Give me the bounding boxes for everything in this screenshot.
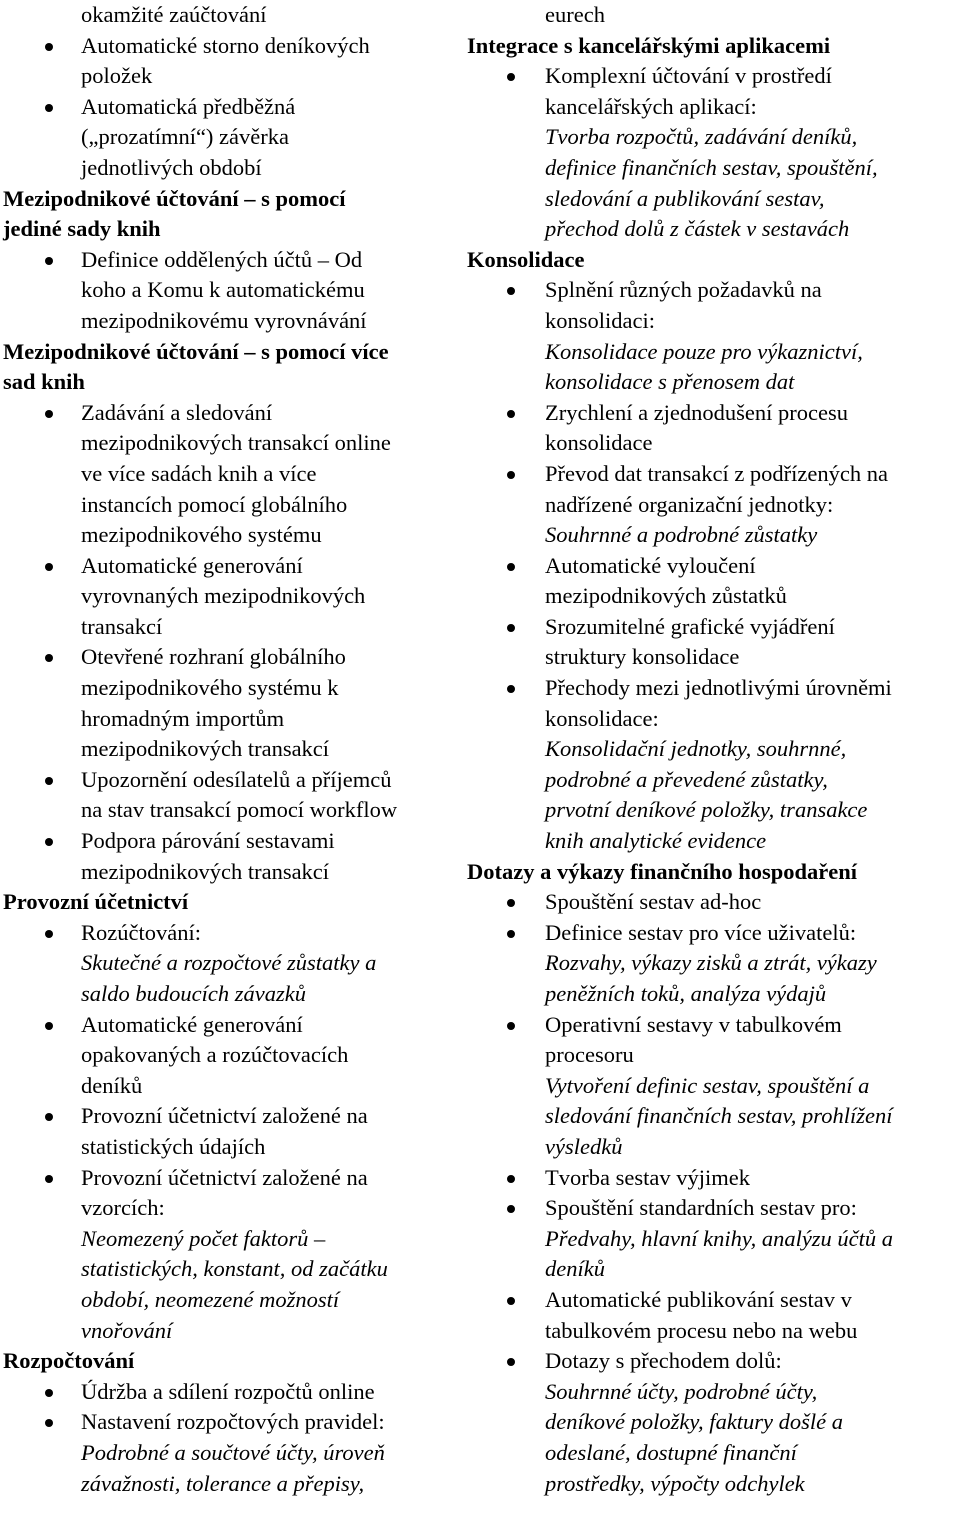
text-line: Podrobné a součtové účty, úroveň [81,1439,385,1465]
text-line: instancích pomocí globálního [81,491,348,517]
text-line: Mezipodnikové účtování – s pomocí více [3,338,389,364]
italic-detail [467,948,960,1009]
text-line: Upozornění odesílatelů a příjemců [81,766,392,792]
bullet-item [467,673,960,734]
section-heading [3,184,462,245]
text-line: Tvorba rozpočtů, zadávání deníků, [545,124,858,150]
section-heading [3,337,462,398]
text-line: Přechody mezi jednotlivými úrovněmi [545,675,892,701]
text-line: peněžních toků, analýza výdajů [545,981,827,1006]
text-line: definice finančních sestav, spouštění, [545,154,878,180]
text-line: vyrovnaných mezipodnikových [81,583,366,609]
text-line: Mezipodnikové účtování – s pomocí [3,185,346,211]
text-line: Konsolidace pouze pro výkaznictví, [545,338,863,364]
text-line: konsolidace [545,430,653,456]
text-line: mezipodnikových transakcí [81,858,330,884]
text-line: mezipodnikového systému k [81,675,339,701]
bullet-item [467,1163,960,1194]
bullet-item [467,612,960,673]
text-line: statistických, konstant, od začátku [81,1256,388,1282]
left-column [0,0,462,1514]
text-line: Operativní sestavy v tabulkovém [545,1011,842,1037]
text-line: Skutečné a rozpočtové zůstatky a [81,950,377,976]
text-line: položek [81,63,153,89]
italic-detail [467,734,960,856]
text-line: výsledků [545,1133,623,1159]
bullet-item [467,1346,960,1377]
text-line: Automatické publikování sestav v [545,1286,852,1312]
text-line: na stav transakcí pomocí workflow [81,797,398,823]
bullet-item [3,1163,462,1224]
text-line: Provozní účetnictví založené na [81,1103,368,1129]
bullet-item [3,551,462,643]
text-line: prostředky, výpočty odchylek [545,1470,805,1496]
text-line: deníků [545,1256,605,1282]
text-line: sad knih [3,369,85,395]
text-line: Neomezený počet faktorů – [81,1225,326,1251]
text-line: Souhrnné a podrobné zůstatky [545,522,818,548]
right-column [462,0,960,1514]
bullet-item [467,61,960,122]
text-line: prvotní deníkové položky, transakce [545,797,868,823]
italic-detail [467,1377,960,1499]
text-line: opakovaných a rozúčtovacích [81,1042,349,1068]
text-line: nadřízené organizační jednotky: [545,491,834,517]
text-line: deníkové položky, faktury došlé a [545,1409,844,1435]
text-line: saldo budoucích závazků [81,981,306,1006]
continued-text [467,0,960,31]
text-line: Zadávání a sledování [81,399,273,425]
text-line: Dotazy s přechodem dolů: [545,1348,782,1374]
text-line: mezipodnikových zůstatků [545,583,787,609]
text-line: Konsolidace [467,246,585,272]
italic-detail [3,1438,462,1499]
text-line: Předvahy, hlavní knihy, analýzu účtů a [545,1225,894,1251]
text-line: vzorcích: [81,1195,165,1221]
text-line: Integrace s kancelářskými aplikacemi [467,32,831,58]
text-line: koho a Komu k automatickému [81,277,365,303]
text-line: závažnosti, tolerance a přepisy, [81,1470,365,1496]
text-line: statistických údajích [81,1133,266,1159]
bullet-item [3,642,462,764]
bullet-item [3,918,462,949]
text-line: konsolidaci: [545,307,655,333]
text-line: mezipodnikovému vyrovnávání [81,307,367,333]
text-line: Definice sestav pro více uživatelů: [545,919,857,945]
bullet-item [467,398,960,459]
text-line: eurech [545,2,605,27]
text-line: Definice oddělených účtů – Od [81,246,363,272]
text-line: Rozpočtování [3,1348,135,1374]
text-line: mezipodnikového systému [81,522,322,548]
italic-detail [467,1224,960,1285]
text-line: Automatické generování [81,552,303,578]
text-line: Komplexní účtování v prostředí [545,63,832,89]
bullet-item [467,1285,960,1346]
bullet-item [3,765,462,826]
text-line: Tvorba sestav výjimek [545,1164,750,1190]
text-line: Provozní účetnictví založené na [81,1164,368,1190]
italic-detail [467,520,960,551]
text-line: období, neomezené možností [81,1286,340,1312]
text-line: jediné sady knih [3,216,161,242]
text-line: deníků [81,1072,143,1098]
text-line: Automatická předběžná [81,93,296,119]
text-line: („prozatímní“) závěrka [81,124,289,150]
text-line: jednotlivých období [81,154,262,180]
continued-text [3,0,462,31]
italic-detail [467,1071,960,1163]
text-line: Nastavení rozpočtových pravidel: [81,1409,385,1435]
text-line: odeslané, dostupné finanční [545,1439,797,1465]
bullet-item [467,551,960,612]
text-line: přechod dolů z částek v sestavách [545,216,850,242]
text-line: Konsolidační jednotky, souhrnné, [545,736,847,762]
bullet-item [3,92,462,184]
section-heading [3,1346,462,1377]
text-line: struktury konsolidace [545,644,740,670]
bullet-item [467,275,960,336]
text-line: Rozúčtování: [81,919,201,945]
bullet-item [467,1193,960,1224]
bullet-item [3,31,462,92]
text-line: okamžité zaúčtování [81,2,267,27]
text-line: Dotazy a výkazy finančního hospodaření [467,858,858,884]
italic-detail [3,948,462,1009]
text-line: knih analytické evidence [545,828,767,854]
bullet-item [467,887,960,918]
text-line: konsolidace: [545,705,659,731]
text-line: Vytvoření definic sestav, spouštění a [545,1072,870,1098]
text-line: vnořování [81,1317,173,1343]
section-heading [3,887,462,918]
bullet-item [3,1010,462,1102]
text-line: Podpora párování sestavami [81,828,335,854]
text-line: tabulkovém procesu nebo na webu [545,1317,858,1343]
text-line: Splnění různých požadavků na [545,277,822,303]
bullet-item [3,245,462,337]
text-line: Spouštění standardních sestav pro: [545,1195,857,1221]
text-line: kancelářských aplikací: [545,93,757,119]
bullet-item [3,826,462,887]
bullet-item [3,1101,462,1162]
text-line: Spouštění sestav ad-hoc [545,889,762,915]
bullet-item [467,459,960,520]
text-line: Zrychlení a zjednodušení procesu [545,399,849,425]
text-line: procesoru [545,1042,634,1068]
bullet-item [467,1010,960,1071]
text-line: Otevřené rozhraní globálního [81,644,346,670]
italic-detail [467,122,960,244]
text-line: Rozvahy, výkazy zisků a ztrát, výkazy [545,950,877,976]
text-line: Automatické storno deníkových [81,32,370,58]
text-line: konsolidace s přenosem dat [545,369,795,395]
italic-detail [467,337,960,398]
bullet-item [467,918,960,949]
text-line: mezipodnikových transakcí online [81,430,391,456]
section-heading [467,245,960,276]
text-line: Automatické generování [81,1011,303,1037]
text-line: Srozumitelné grafické vyjádření [545,613,835,639]
italic-detail [3,1224,462,1346]
text-line: Provozní účetnictví [3,889,189,915]
text-line: transakcí [81,613,163,639]
text-line: Převod dat transakcí z podřízených na [545,460,888,486]
text-line: sledování a publikování sestav, [545,185,825,211]
text-line: Údržba a sdílení rozpočtů online [81,1378,375,1404]
text-line: Souhrnné účty, podrobné účty, [545,1378,818,1404]
text-line: ve více sadách knih a více [81,460,317,486]
section-heading [467,857,960,888]
text-line: podrobné a převedené zůstatky, [545,766,828,792]
section-heading [467,31,960,62]
text-line: sledování finančních sestav, prohlížení [545,1103,893,1129]
text-line: mezipodnikových transakcí [81,736,330,762]
bullet-item [3,1377,462,1408]
text-line: hromadným importům [81,705,285,731]
text-line: Automatické vyloučení [545,552,756,578]
bullet-item [3,1407,462,1438]
bullet-item [3,398,462,551]
